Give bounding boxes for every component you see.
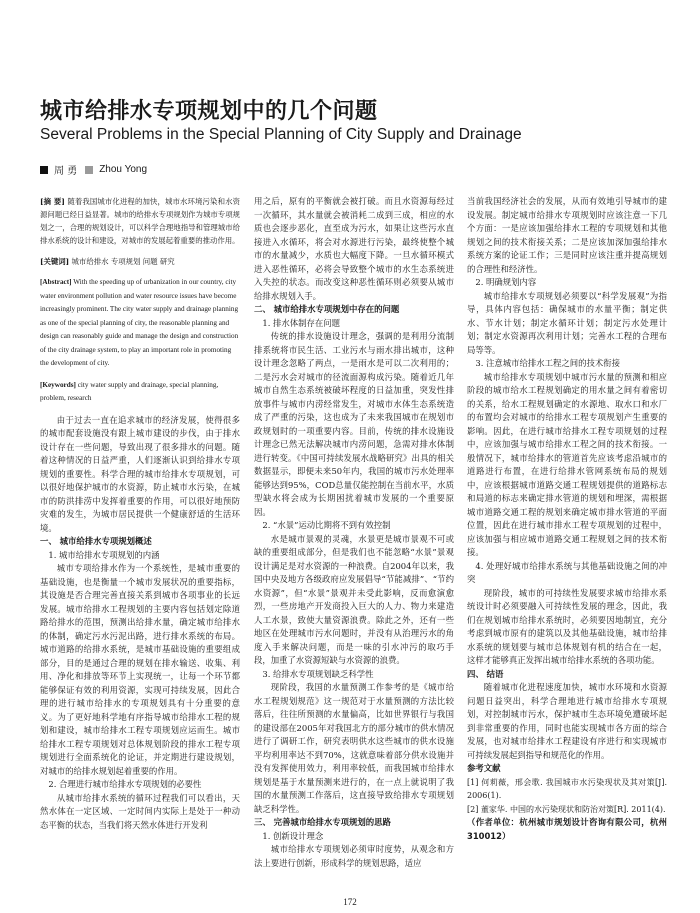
- body-paragraph: 用之后，原有的平衡就会被打破。而且水资源每经过一次循环，其水量就会被消耗二成到三成，相应的水质也会逐步恶化，直至成为污水，如果让这些污水直接进入水循环，将会对水源进行污染，最终使整个城市的水量减少，水质也大幅度下降。一旦水循环模式进入恶性循环，必将会导致整个城市的水生态系统进入失控的状态。而改变这种恶性循环则必须要从城市给排水规划入手。: [254, 196, 454, 301]
- subsection-heading: 3. 注意城市给排水工程之间的技术衔接: [475, 358, 621, 368]
- page-number: 172: [343, 897, 357, 907]
- subsection-heading: 1. 城市给排水专项规划的内涵: [48, 549, 160, 560]
- body-paragraph: 城市给排水专项规划必须要以“科学发展观”为指导，具体内容包括：确保城市的水量平衡；制定供水、节水计划；制定水循环计划；制定污水处理计划；制定水资源再次利用计划；完善水工程的合理布局等等。: [467, 290, 667, 355]
- section-heading-4: 四、 结语: [467, 668, 504, 679]
- square-bullet-icon: [40, 166, 48, 174]
- keywords-cn-text: 城市给排水 专项规划 问题 研究: [71, 257, 175, 266]
- body-paragraph: 城市专项给排水作为一个系统性，是城市重要的基础设施，也是衡量一个城市发展状况的重要指标，其设施是否合理完善直接关系到城市各项事业的长远发展。城市给排水工程规划的主要内容包括划定除道路给排水的范围，预测出给排水量，确定城市给排水的体制，确定污水污泥出路，进行排水系统的布局。城市道路的给排水系统，是城市基础设施的重要组成部分，目的是通过合理的规划在排水输送、收集、利用、净化和排放等环节上实现统一，让每一个环节都能够保证有效的利用资源，实现可持续发展，因此合理的进行城市给排水的专项规划具有十分重要的意义。为了更好地科学地有序指导城市给排水工程的规划和建设，城市给排水工程专项规划应运而生。城市给排水工程专项规划对总体规划阶段的排水工程专项规划进行全面系统化的论证，并定期进行建设规划，对城市的给排水规划起着重要的作用。: [40, 563, 240, 776]
- subsection-heading: 2. 合理进行城市给排水专项规划的必要性: [48, 779, 202, 789]
- body-paragraph: 从城市给排水系统的循环过程我们可以看出，天然水体在一定区域、一定时间内实际上是处于一种动态平衡的状态，当我们将天然水体进行开发利: [40, 792, 240, 830]
- author-name-cn: 周 勇: [54, 166, 78, 177]
- author-line: [40, 162, 147, 177]
- keywords-cn: [40, 255, 240, 268]
- column-left: [40, 195, 240, 832]
- column-middle: [254, 195, 454, 870]
- author-affiliation: （作者单位：杭州城市规划设计咨询有限公司，杭州 310012）: [467, 817, 667, 841]
- abstract-en-text: With the speeding up of urbanization in our country, city water environment pollution and water resource issues have become increasingly prominent. The city water supply and drainage planning as one of the special planning of city, the reasonable planning and design can reasonably guide and manage the design and construction of the city drainage system, to play an important role in promoting the development of city.: [40, 278, 239, 367]
- intro-paragraph: 由于过去一直在追求城市的经济发展，使得很多的城市配套设施没有跟上城市建设的步伐，由于排水设计存在一些问题，导致出现了很多排水的问题。随着这种情况的日益严重，人们逐渐认识到给排水专项规划的重要性。科学合理的城市给排水专项规划，可以很好地保护城市的水资源，防止城市水污染，在城市的防洪排涝中发挥着重要的作用，可以很好地预防灾难的发生，为城市居民提供一个健康舒适的生活环境。: [40, 414, 240, 533]
- abstract-cn-label: [摘 要]: [40, 197, 65, 206]
- section-heading-3: 三、 完善城市给排水专项规划的思路: [254, 817, 391, 827]
- body-paragraph: 城市给排水专项规划中城市污水量的预测和相应阶段的城市给水工程规划确定的用水量之间有着密切的关系，给水工程规划确定的水源地、取水口和水厂的布置均会对城市的给排水工程专项规划产生重要的影响。因此，在进行城市给排水工程专项规划的过程中，应该加强与城市给排水工程之间的技术衔接。一般情况下，城市给排水的管道首先应该考虑沿城市的道路进行布置，在进行给排水管网系统布局的规划中，应该根据城市道路交通工程规划提供的道路标志和局道的标志来确定排水管道的规划和埋深，需根据城市道路交通工程的规划来确定城市排水管道的平面位置，因此在进行城市排水工程专项规划的过程中，应该加强与相应城市道路交通工程规划之间的技术衔接。: [467, 371, 667, 557]
- page-title: 城市给排水专项规划中的几个问题: [40, 99, 378, 124]
- subsection-heading: 1. 排水体制存在问题: [262, 317, 341, 328]
- subsection-heading: 2. 明确规划内容: [475, 277, 537, 287]
- body-paragraph: 随着城市化进程速度加快，城市水环境和水资源问题日益突出，科学合理地进行城市给排水专项规划，对控制城市污水，保护城市生态环境免遭破坏起到非常重要的作用，同时也能实现城市各方面的综合发展，也对城市给排水工程建设有序进行和实现城市可持续发展起到指导和规范化的作用。: [467, 682, 667, 760]
- section-heading-2: 二、 城市给排水专项规划中存在的问题: [254, 304, 400, 314]
- body-paragraph: 水是城市景观的灵魂，水景更是城市景观不可或缺的重要组成部分，但是我们也不能忽略“水景”景观设计满足是对水资源的一种浪费。自2004年以来，我国中央及地方各级政府应发展倡导“节能减排”、“节约水资源”，但“水景”景观并未受此影响，反而愈演愈烈，一些房地产开发商投入巨大的人力、物力来建造人工水景，致使大量资源浪费。除此之外，还有一些地区在处理城市污水问题时，并没有从治理污水的角度入手来解决问题，而是一味的引水冲污的取巧手段，加重了水资源短缺与水资源的浪费。: [254, 533, 454, 665]
- subsection-heading: 1. 创新设计理念: [262, 830, 324, 841]
- body-paragraph: 现阶段，城市的可持续性发展要求城市给排水系统设计时必须要融入可持续性发展的理念，因此，我们在规划城市给排水系统时，必须要因地制宜，充分考虑到城市原有的建筑以及其他基础设施，城市给排水系统的规划要与城市总体规划有机的结合在一起，这样才能够真正发挥出城市给排水系统的各项功能。: [467, 587, 667, 665]
- subsection-heading: 4. 处理好城市给排水系统与其他基础设施之间的冲突: [467, 560, 667, 584]
- subsection-heading: 2. “水景”运动比期将不到有效控制: [262, 520, 391, 530]
- keywords-en-label: [Keywords]: [40, 380, 76, 389]
- column-right: [467, 195, 667, 843]
- keywords-cn-label: [关键词]: [40, 257, 70, 266]
- body-paragraph: 现阶段，我国的水量预测工作参考的是《城市给水工程规划规范》这一规范对于水量预测的方法比较落后，往往所预测的水量偏高，比如世界银行与我国的建设部在2005年对我国北方的部分城市的供水情况进行了调研工作，研究表明供水这些城市的供水设施平均利用率达不到70%，这就意味着部分供水设施并没有发挥使用效力，利用率较低，而我国城市给排水规划是基于水量预测来进行的，在一点上就说明了我国的水量预测工作落后，这直接导致给排水专项规划缺乏科学性。: [254, 682, 454, 814]
- abstract-cn-text: 随着我国城市化进程的加快，城市水环境污染和水资源问题已经日益显著。城市的给排水专项规划作为城市专项规划之一，合理的规划设计，可以科学合理地指导和管理城市给排水系统的设计和建设，对城市的发展起着重要的推动作用。: [40, 197, 240, 245]
- page-subtitle-en: Several Problems in the Special Planning of City Supply and Drainage: [40, 126, 522, 143]
- section-heading-1: 一、 城市给排水专项规划概述: [40, 536, 152, 546]
- reference-item: [1] 何莉薇，邢会歌. 我国城市水污染现状及其对策[J]. 2006(1).: [467, 777, 667, 800]
- square-bullet-icon: [85, 166, 93, 174]
- keywords-en: [40, 379, 240, 406]
- reference-item: [2] 董家华. 中国的水污染现状和防治对策[R]. 2011(4).: [467, 804, 666, 814]
- author-name-en: Zhou Yong: [99, 164, 148, 175]
- body-paragraph: 传统的排水设施设计理念，强调的是利用分流制排系统将市民生活、工业污水与雨水排出城市，这种设计理念忽略了两点，一是雨水是可以二次利用的；二是污水会对城市的径流面源构成污染。随着近几年城市自然生态系统被破坏程度的日益加重，突发性排放事件与城市内涝经常发生，对城市水体生态系统造成了严重的污染，这也成为了未来我国城市在规划市政规划时的一项重要内容。目前，传统的排水设施设计理念已然无法解决城市内涝问题，急需对排水体制进行转变。《中国可持续发展水战略研究》出具的相关数据显示，即便未来50年内，我国的城市污水处理率能够达到95%，COD总量仅能控制在当前水平，水质型缺水将会成为长期困扰着城市发展的一个重要原因。: [254, 331, 454, 517]
- subsection-heading: 3. 给排水专项规划缺乏科学性: [262, 668, 374, 679]
- abstract-en: [40, 276, 240, 371]
- keywords-en-text: city water supply and drainage, special planning, problem, research: [40, 380, 219, 402]
- abstract-cn: [40, 195, 240, 247]
- references-heading: 参考文献: [467, 763, 501, 773]
- abstract-en-label: [Abstract]: [40, 278, 72, 286]
- body-paragraph: 城市给排水专项规划必须审时度势，从观念和方法上要进行创新，形成科学的规划思路，适应: [254, 844, 454, 868]
- body-paragraph: 当前我国经济社会的发展，从而有效地引导城市的建设发展。制定城市给排水专项规划时应该注意一下几个方面：一是应该加强给排水工程的专项规划和其他规划之间的技术衔接关系；二是应该加深加强给排水系统方案的论证工作；三是同时应该注重并提高规划的合理性和经济性。: [467, 196, 667, 274]
